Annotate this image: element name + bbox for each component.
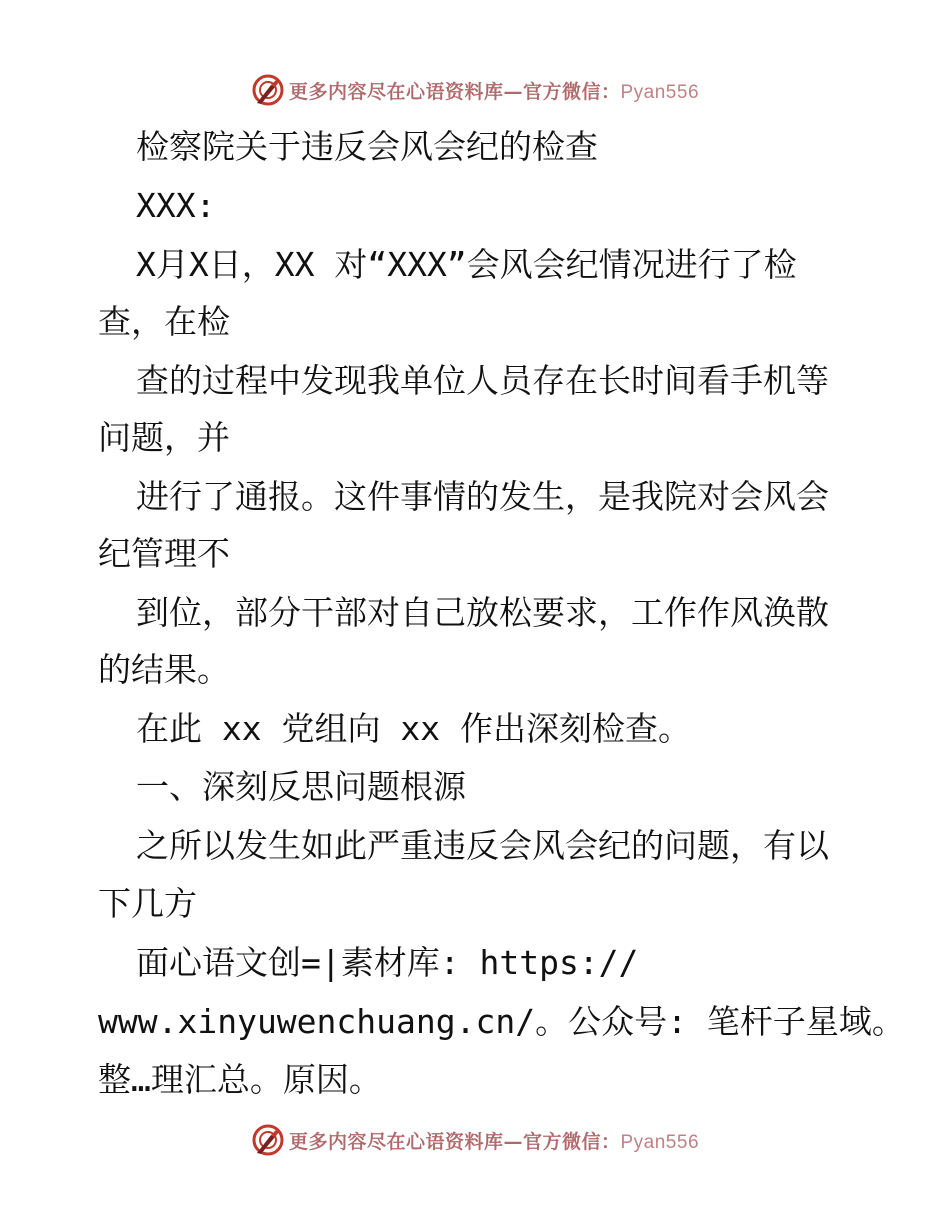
text-line: 之所以发生如此严重违反会风会纪的问题，有以	[136, 826, 829, 865]
text-line: 整…理汇总。原因。	[98, 1060, 382, 1099]
text-line: 查的过程中发现我单位人员存在长时间看手机等	[136, 361, 829, 400]
text-line: 查，在检	[98, 302, 230, 341]
text-line: 纪管理不	[98, 534, 230, 573]
text-line: 下几方	[98, 884, 197, 923]
section-heading: 一、深刻反思问题根源	[136, 767, 466, 806]
text-line: 在此 xx 党组向 xx 作出深刻检查。	[136, 709, 691, 748]
text-line: 的结果。	[98, 650, 230, 689]
pen-logo-icon	[251, 1123, 285, 1157]
footer-banner-text: 更多内容尽在心语资料库—官方微信：Pyan556	[288, 1130, 700, 1153]
text-line: 到位，部分干部对自己放松要求，工作作风涣散	[136, 593, 829, 632]
text-line: www.xinyuwenchuang.cn/。公众号: 笔杆子星域。	[98, 1002, 905, 1041]
document-title: 检察院关于违反会风会纪的检查	[136, 127, 598, 166]
text-line: 面心语文创=|素材库: https://	[136, 943, 639, 982]
text-line: 问题，并	[98, 418, 230, 457]
text-line: X月X日，XX 对“XXX”会风会纪情况进行了检	[136, 245, 797, 284]
text-line: 进行了通报。这件事情的发生，是我院对会风会	[136, 477, 829, 516]
header-banner-text: 更多内容尽在心语资料库—官方微信：Pyan556	[288, 80, 700, 103]
text-line: XXX:	[136, 186, 216, 225]
footer-banner	[0, 1120, 950, 1160]
